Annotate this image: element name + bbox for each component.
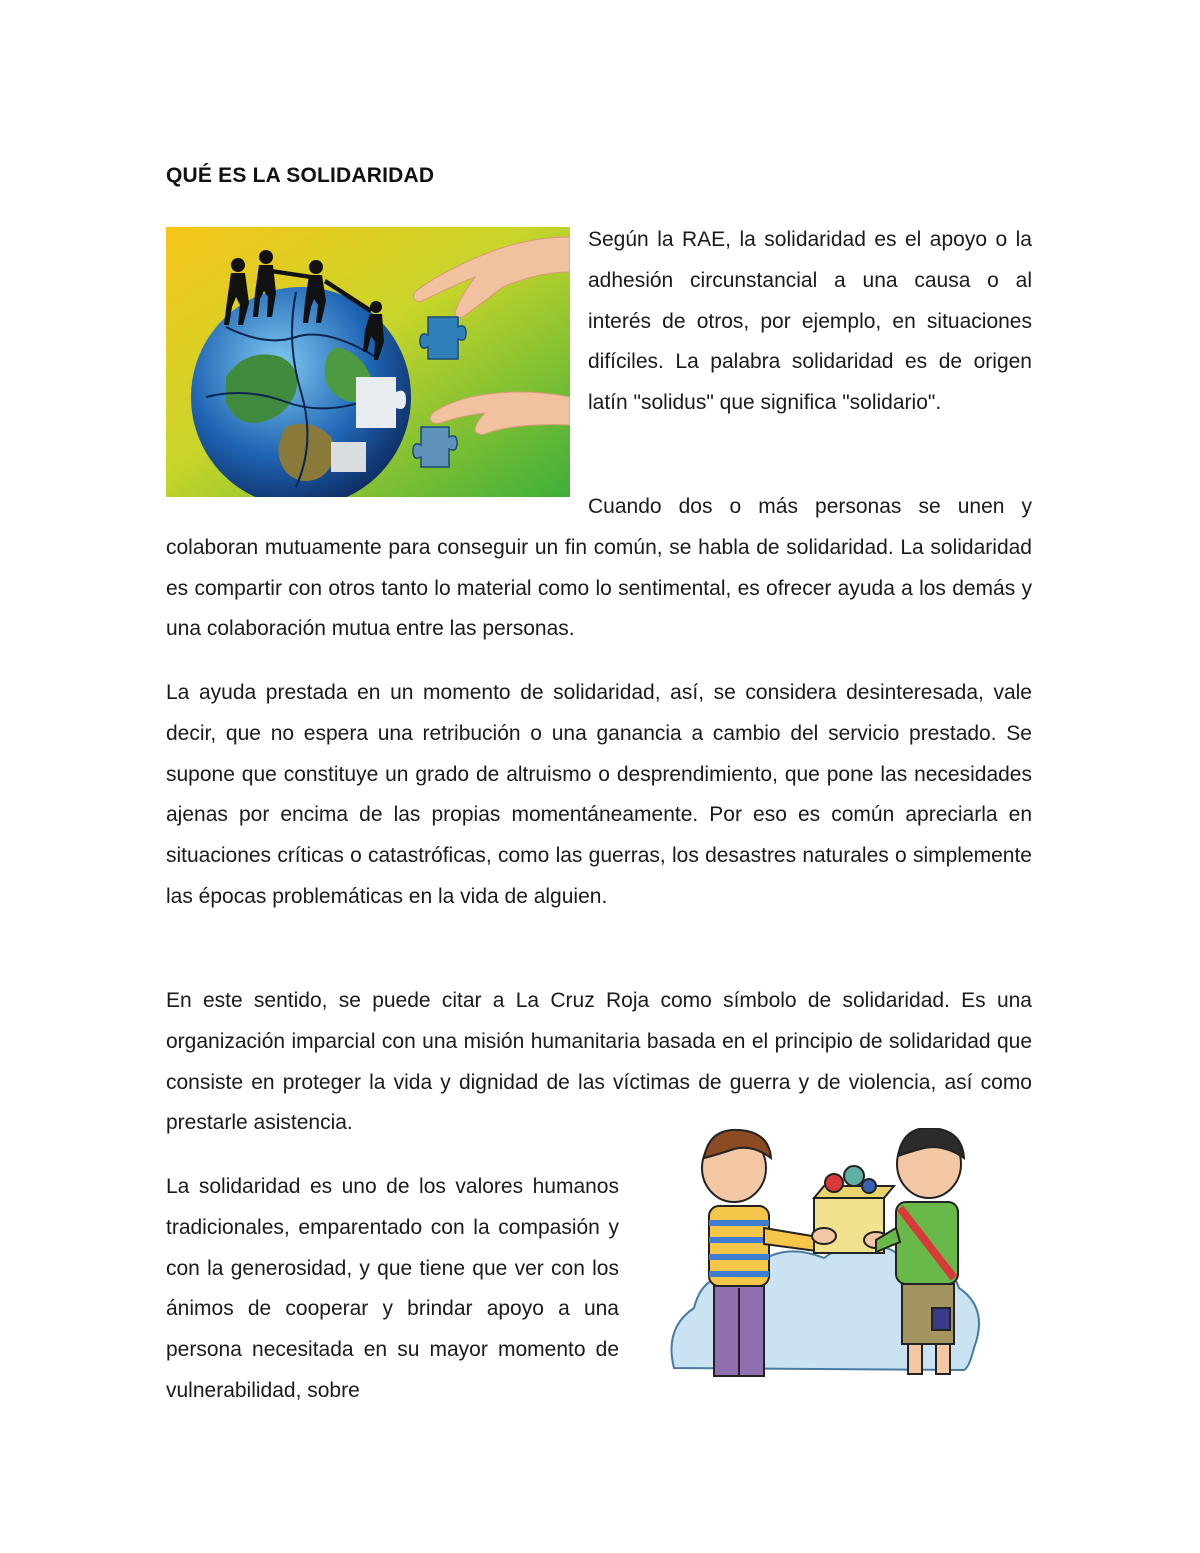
children-sharing-box-illustration bbox=[664, 1128, 998, 1380]
paragraph-disinterested-help: La ayuda prestada en un momento de solidaridad, así, se considera desinteresada, vale decir, que no espera una retribución o una ganancia a cambio del servicio prestado. Se supone que constituye un grado de altruismo o desprendimiento, que pone las necesidades ajenas por encima de las propias momentáneamente. Por eso es común apreciarla en situaciones críticas o catastróficas, como las guerras, los desastres naturales o simplemente las épocas problemáticas en la vida de alguien. bbox=[166, 681, 1032, 908]
paragraph-rae-definition: Según la RAE, la solidaridad es el apoyo o la adhesión circunstancial a una causa o al interés de otros, por ejemplo, en situaciones difíciles. La palabra solidaridad es de origen latín "solidus" que significa "solidario". bbox=[588, 228, 1032, 415]
globe-puzzle-illustration bbox=[166, 227, 570, 497]
document-title: QUÉ ES LA SOLIDARIDAD bbox=[166, 164, 435, 187]
paragraph-human-values: La solidaridad es uno de los valores humanos tradicionales, emparentado con la compasión y con la generosidad, y que tiene que ver con los ánimos de cooperar y brindar apoyo a una persona necesitada en su mayor momento de vulnerabilidad, sobre bbox=[166, 1175, 619, 1402]
paragraph-red-cross: En este sentido, se puede citar a La Cruz Roja como símbolo de solidaridad. Es una organización imparcial con una misión humanitaria basada en el principio de solidaridad que consiste en proteger la vida y dignidad de las víctimas de guerra y de violencia, así como prestarle asistencia. bbox=[166, 989, 1032, 1135]
paragraph-collaboration: Cuando dos o más personas se unen y colaboran mutuamente para conseguir un fin común, se habla de solidaridad. La solidaridad es compartir con otros tanto lo material como lo sentimental, es ofrecer ayuda a los demás y una colaboración mutua entre las personas. bbox=[166, 495, 1032, 641]
